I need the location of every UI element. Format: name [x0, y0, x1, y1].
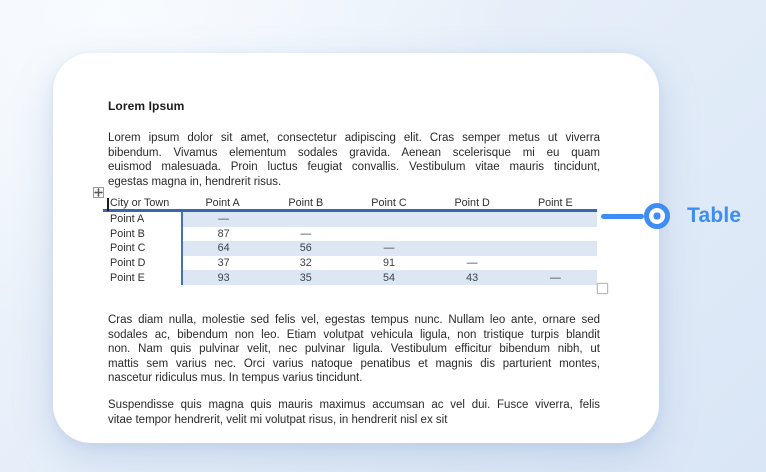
table-cell[interactable]: 54	[347, 270, 430, 285]
table-cell[interactable]: 56	[264, 241, 347, 256]
table-header-cell[interactable]: City or Town	[110, 197, 170, 209]
paragraph-line: Lorem ipsum dolor sit amet, consectetur adipiscing elit. Cras semper metus ut viverra	[108, 132, 600, 144]
table-cell[interactable]	[431, 212, 514, 227]
data-table	[103, 197, 597, 285]
table-header-cell[interactable]: Point E	[537, 197, 573, 209]
table-row-label[interactable]: Point A	[110, 213, 145, 226]
table-row-label[interactable]: Point C	[110, 242, 146, 255]
table-row	[103, 256, 597, 271]
table-row-label[interactable]: Point E	[110, 271, 145, 284]
table-cell[interactable]: 93	[181, 270, 264, 285]
callout-target-icon	[644, 203, 670, 229]
paragraph-line: bibendum. Vivamus elementum sodales gravida. Aenean scelerisque mi eu quam	[108, 146, 600, 159]
paragraph-line: nascetur ridiculus mus. In tempus varius tincidunt.	[108, 372, 363, 384]
table-cell[interactable]	[514, 227, 597, 242]
table-cell[interactable]: 87	[181, 227, 264, 242]
table-row-label[interactable]: Point B	[110, 227, 145, 240]
table-cell[interactable]	[514, 256, 597, 271]
paragraph-line: non. Nam quis pulvinar velit, nec pulvinar ligula. Vestibulum efficitur bibendum nibh, ut	[108, 343, 600, 355]
table-cell[interactable]: 35	[264, 270, 347, 285]
table-row	[103, 212, 597, 227]
table-cell[interactable]: —	[466, 257, 478, 270]
table-cell[interactable]: —	[300, 227, 312, 240]
table-move-handle-icon[interactable]	[93, 185, 104, 196]
paragraph-line: euismod malesuada. Proin luctus feugiat convallis. Vestibulum vitae mauris tincidunt,	[108, 161, 600, 173]
table-row	[103, 227, 597, 242]
table-cell[interactable]: 64	[181, 241, 264, 256]
paragraph-1	[108, 131, 600, 189]
table-cell[interactable]	[347, 227, 430, 242]
paragraph-line: vitae tempor hendrerit, velit mi volutpat risus, in hendrerit nisl ex sit	[108, 413, 448, 426]
callout-label: Table	[687, 204, 742, 227]
paragraph-line: Suspendisse quis magna quis mauris maximus accumsan ac vel dui. Fusce viverra, felis	[108, 399, 600, 411]
table-cell[interactable]	[431, 227, 514, 242]
table-header-cell[interactable]: Point A	[205, 197, 240, 209]
table-cell[interactable]: 37	[181, 256, 264, 271]
paragraph-line: egestas magna in, hendrerit risus.	[108, 175, 282, 188]
table-header-cell[interactable]: Point C	[371, 197, 407, 209]
document-card	[53, 53, 659, 443]
table-header-cell[interactable]: Point D	[454, 197, 490, 209]
table-cell[interactable]	[264, 212, 347, 227]
table-cell[interactable]: 91	[382, 257, 395, 270]
table-cell[interactable]	[347, 212, 430, 227]
table-header-cell[interactable]: Point B	[288, 197, 324, 209]
table-cell[interactable]	[514, 241, 597, 256]
paragraph-line: sodales ac, bibendum non leo. Etiam volutpat vehicula ligula, non tristique turpis blandit	[108, 328, 600, 341]
table-row-label[interactable]: Point D	[110, 257, 146, 270]
table-cell[interactable]	[431, 241, 514, 256]
paragraph-3	[108, 398, 600, 427]
table-row	[103, 270, 597, 285]
table-resize-handle[interactable]	[597, 283, 608, 294]
table-row	[103, 241, 597, 256]
paragraph-2	[108, 313, 600, 386]
paragraph-line: Cras diam nulla, molestie sed felis vel, egestas tempus nunc. Nullam leo ante, ornare sed	[108, 314, 600, 326]
table-cell[interactable]: —	[181, 212, 264, 227]
table-cell[interactable]: —	[514, 270, 597, 285]
table-cell[interactable]: —	[347, 241, 430, 256]
callout-connector-line	[601, 214, 644, 219]
document-heading: Lorem Ipsum	[108, 99, 185, 113]
table-header-row	[103, 197, 597, 212]
text-cursor-caret	[107, 198, 109, 211]
table-cell[interactable]	[514, 212, 597, 227]
table-cell[interactable]: 32	[299, 257, 312, 270]
paragraph-line: mattis sem varius nec. Orci varius natoque penatibus et magnis dis parturient montes,	[108, 357, 600, 370]
table-cell[interactable]: 43	[431, 270, 514, 285]
